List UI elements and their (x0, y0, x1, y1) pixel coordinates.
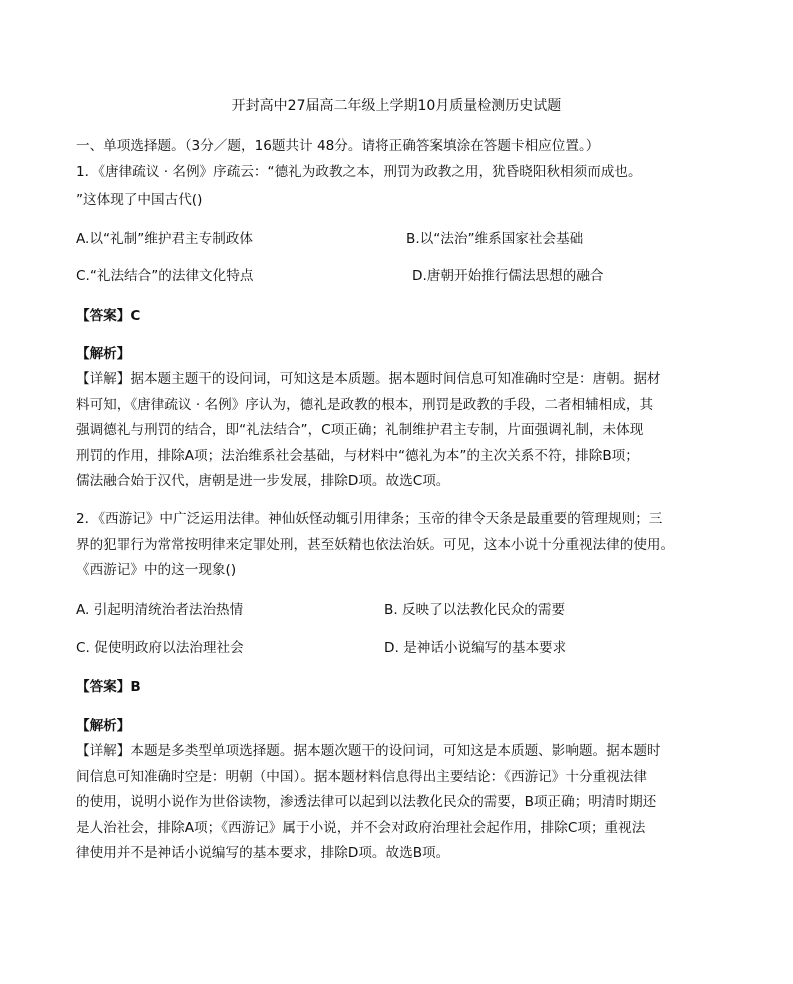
q1-option-c: C.“礼法结合”的法律文化特点 (76, 268, 254, 284)
q1-answer (76, 306, 140, 326)
q1-analysis-line: 强调德礼与刑罚的结合，即“礼法结合”，C项正确；礼制维护君主专制，片面强调礼制，未体现 (76, 422, 644, 438)
q2-option-b: B. 反映了以法教化民众的需要 (384, 602, 566, 618)
q1-analysis-paragraph (76, 367, 716, 495)
q1-option-d: D.唐朝开始推行儒法思想的融合 (412, 268, 604, 284)
document-title: 开封高中27届高二年级上学期10月质量检测历史试题 (231, 98, 562, 114)
q1-option-b: B.以“法治”维系国家社会基础 (406, 231, 584, 247)
q2-stem-line-3: 《西游记》中的这一现象() (76, 562, 237, 578)
q1-analysis-line: 刑罚的作用，排除A项；法治维系社会基础，与材料中“德礼为本”的主次关系不符，排除B项； (76, 447, 639, 464)
q1-analysis-line: 儒法融合始于汉代，唐朝是进一步发展，排除D项。故选C项。 (76, 473, 450, 489)
section-header: 一、单项选择题。（3分／题，16题共计 48分。请将正确答案填涂在答题卡相应位置。） (76, 138, 600, 154)
q2-answer-label: 【答案】 (76, 679, 131, 695)
q1-option-a: A.以“礼制”维护君主专制政体 (76, 231, 253, 247)
q2-stem-paragraph (76, 507, 716, 584)
q2-answer-value: B (130, 679, 141, 695)
q2-analysis-label: 【解析】 (76, 718, 131, 734)
q2-analysis-paragraph (76, 739, 716, 867)
q2-option-a: A. 引起明清统治者法治热情 (76, 602, 244, 618)
q2-answer (76, 677, 141, 697)
q1-analysis-line: 料可知，《唐律疏议 · 名例》序认为，德礼是政教的根本，刑罚是政教的手段，二者相辅相成，其 (76, 396, 654, 413)
q2-analysis-line: 律使用并不是神话小说编写的基本要求，排除D项。故选B项。 (76, 845, 450, 861)
q2-analysis-line: 的使用，说明小说作为世俗读物，渗透法律可以起到以法教化民众的需要，B项正确；明清时期还 (76, 794, 657, 810)
q2-stem-line-2: 界的犯罪行为常常按明律来定罪处刑，甚至妖精也依法治妖。可见，这本小说十分重视法律的使用。 (76, 536, 675, 553)
q1-analysis-label: 【解析】 (76, 346, 131, 362)
q1-stem-line-1: 1．《唐律疏议 · 名例》序疏云：“德礼为政教之本，刑罚为政教之用，犹昏晓阳秋相须而成也。 (76, 164, 642, 180)
q1-answer-value: C (130, 308, 141, 324)
q2-option-c: C. 促使明政府以法治理社会 (76, 640, 244, 656)
q2-analysis-line: 是人治社会，排除A项；《西游记》属于小说，并不会对政府治理社会起作用，排除C项；重视法 (76, 819, 646, 836)
q1-stem-line-2: ”这体现了中国古代() (76, 192, 203, 208)
q2-analysis-line: 间信息可知准确时空是：明朝（中国）。据本题材料信息得出主要结论：《西游记》十分重视法律 (76, 768, 647, 785)
q2-option-d: D. 是神话小说编写的基本要求 (384, 640, 567, 656)
q2-analysis-line: 【详解】本题是多类型单项选择题。据本题次题干的设问词，可知这是本质题、影响题。据本题时 (76, 743, 661, 759)
q1-analysis-line: 【详解】据本题主题干的设问词，可知这是本质题。据本题时间信息可知准确时空是：唐朝。据材 (76, 371, 661, 387)
q2-stem-line-1: 2．《西游记》中广泛运用法律。神仙妖怪动辄引用律条；玉帝的律令天条是最重要的管理规则；三 (76, 511, 663, 527)
q1-answer-label: 【答案】 (76, 308, 131, 324)
